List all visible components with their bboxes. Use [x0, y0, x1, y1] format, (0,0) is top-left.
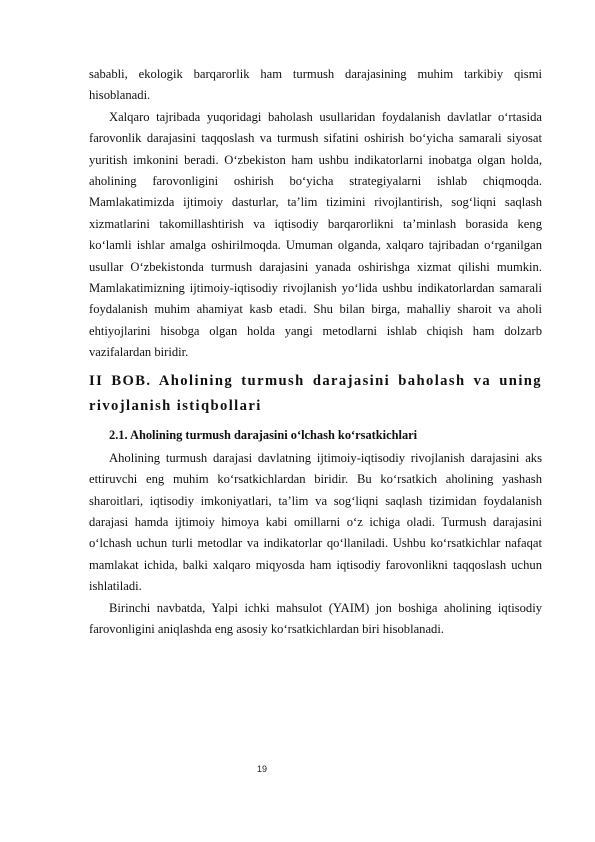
- paragraph-indicators: Aholining turmush darajasi davlatning ijtimoiy-iqtisodiy rivojlanish darajasini aks ettiruvchi eng muhim ko‘rsatkichlardan biridir. Bu ko‘rsatkich aholining yashash sharoitlari, iqtisodiy imkoniyatlari, ta’lim va sog‘liqni saqlash tizimidan foydalanish darajasi hamda ijtimoiy himoya kabi omillarni o‘z ichiga oladi. Turmush darajasini o‘lchash uchun turli metodlar va indikatorlar qo‘llaniladi. Ushbu ko‘rsatkichlar nafaqat mamlakat ichida, balki xalqaro miqyosda ham iqtisodiy farovonlikni taqqoslash uchun ishlatiladi.: [89, 450, 542, 594]
- paragraph-continuation: sababli, ekologik barqarorlik ham turmush darajasining muhim tarkibiy qismi hisoblanadi.: [89, 67, 542, 103]
- page-number: 19: [256, 764, 267, 774]
- paragraph-gdp: Birinchi navbatda, Yalpi ichki mahsulot (YAIM) jon boshiga aholining iqtisodiy farovonligini aniqlashda eng asosiy ko‘rsatkichlardan biri hisoblanadi.: [89, 600, 542, 636]
- section-title: 2.1. Aholining turmush darajasini o‘lchash ko‘rsatkichlari: [109, 427, 418, 442]
- paragraph-international-experience: Xalqaro tajribada yuqoridagi baholash usullaridan foydalanish davlatlar o‘rtasida farovonlik darajasini taqqoslash va turmush sifatini oshirish bo‘yicha samarali siyosat yuritish imkonini beradi. O‘zbekiston ham ushbu indikatorlarni inobatga olgan holda, aholining farovonligini oshirish bo‘yicha strategiyalarni ishlab chiqmoqda. Mamlakatimizda ijtimoiy dasturlar, ta’lim tizimini rivojlantirish, sog‘liqni saqlash xizmatlarini takomillashtirish va iqtisodiy barqarorlikni ta’minlash borasida keng ko‘lamli ishlar amalga oshirilmoqda. Umuman olganda, xalqaro tajribadan o‘rganilgan usullar O‘zbekistonda turmush darajasini yanada oshirishga xizmat qilishi mumkin. Mamlakatimizning ijtimoiy-iqtisodiy rivojlanish yo‘lida ushbu indikatorlardan samarali foydalanish muhim ahamiyat kasb etadi. Shu bilan birga, mahalliy sharoit va aholi ehtiyojlarini hisobga olgan holda yangi metodlarni ishlab chiqish ham dolzarb vazifalardan biridir.: [89, 109, 542, 360]
- document-page: [89, 64, 542, 640]
- chapter-title: II BOB. Aholining turmush darajasini baholash va uning rivojlanish istiqbollari: [89, 372, 542, 415]
